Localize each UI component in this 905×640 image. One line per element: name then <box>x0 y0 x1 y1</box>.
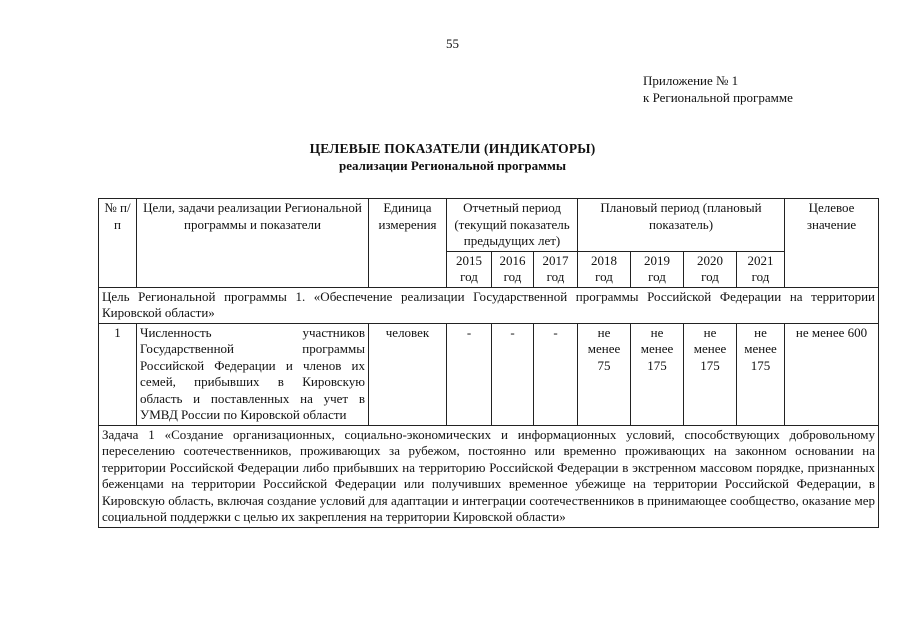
value-2015: - <box>447 323 492 425</box>
appendix-line-2: к Региональной программе <box>643 90 793 105</box>
year-2015: 2015 год <box>447 251 492 287</box>
header-goals: Цели, задачи реализации Региональной программы и показатели <box>137 199 369 288</box>
header-num: № п/п <box>99 199 137 288</box>
year-2017: 2017 год <box>534 251 578 287</box>
year-2020: 2020 год <box>684 251 737 287</box>
title-main: ЦЕЛЕВЫЕ ПОКАЗАТЕЛИ (ИНДИКАТОРЫ) <box>309 141 596 156</box>
year-2016: 2016 год <box>492 251 534 287</box>
value-2017: - <box>534 323 578 425</box>
task-1-text: Задача 1 «Создание организационных, социально-экономических и информационных условий, способствующих добровольному переселению соотечественников, проживающих за рубежом, постоянно или временно проживающих на законном основании на территории Российской Федерации либо прибывших на территорию Российской Федерации в экстренном массовом порядке, признанных беженцами на территории Российской Федерации или получивших временное убежище на территории Российской Федерации, в Кировскую область, включая создание условий для адаптации и интеграции соотечественников в принимающее сообщество, оказание мер социальной поддержки с целью их закрепления на территории Кировской области» <box>99 425 879 527</box>
goal-1-text: Цель Региональной программы 1. «Обеспечение реализации Государственной программы Российской Федерации на территории Кировской области» <box>99 287 879 323</box>
value-2020: не менее 175 <box>684 323 737 425</box>
row-indicator-name: Численность участников Государственной программы Российской Федерации и членов их семей, прибывших в Кировскую область и поставленных на учет в УМВД России по Кировской области <box>137 323 369 425</box>
document-title <box>0 140 905 174</box>
header-row <box>99 199 879 252</box>
year-2021: 2021 год <box>737 251 785 287</box>
title-sub: реализации Региональной программы <box>339 158 566 173</box>
row-target-value: не менее 600 <box>785 323 879 425</box>
year-2019: 2019 год <box>631 251 684 287</box>
header-unit: Единица измерения <box>369 199 447 288</box>
value-2019: не менее 175 <box>631 323 684 425</box>
header-target: Целевое значение <box>785 199 879 288</box>
value-2018: не менее 75 <box>578 323 631 425</box>
table-row <box>99 323 879 425</box>
appendix-line-1: Приложение № 1 <box>643 73 739 88</box>
row-unit: человек <box>369 323 447 425</box>
year-2018: 2018 год <box>578 251 631 287</box>
value-2021: не менее 175 <box>737 323 785 425</box>
row-num: 1 <box>99 323 137 425</box>
appendix-caption <box>643 72 793 106</box>
header-reporting-period: Отчетный период (текущий показатель предыдущих лет) <box>447 199 578 252</box>
goal-row <box>99 287 879 323</box>
indicators-table <box>98 198 879 528</box>
value-2016: - <box>492 323 534 425</box>
task-row <box>99 425 879 527</box>
header-planned-period: Плановый период (плановый показатель) <box>578 199 785 252</box>
page-number: 55 <box>446 36 459 51</box>
